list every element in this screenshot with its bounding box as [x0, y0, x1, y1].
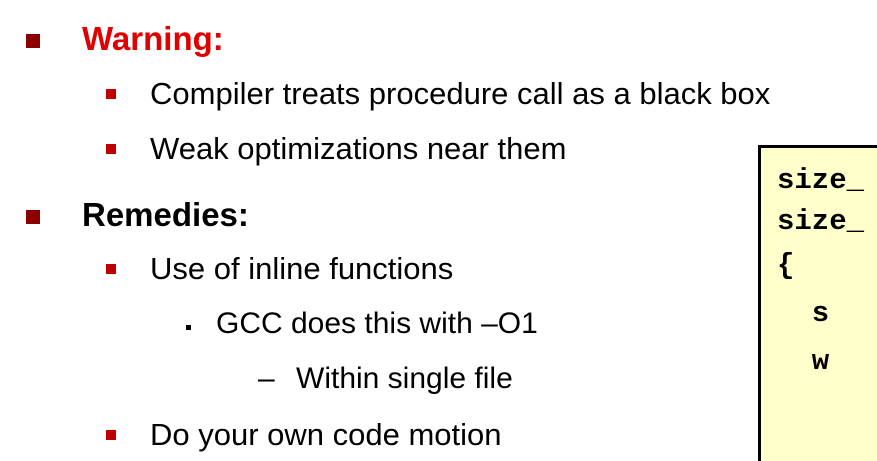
code-line-2: size_ — [777, 205, 865, 238]
warning-item-2: Weak optimizations near them — [150, 131, 567, 166]
level4-dash-icon: – — [258, 362, 275, 395]
level2-bullet-icon — [106, 144, 116, 154]
remedies-item-1: Use of inline functions — [150, 251, 454, 286]
level2-bullet-icon — [106, 430, 116, 440]
code-line-5: w — [777, 345, 830, 378]
remedies-bullet-icon — [26, 210, 40, 224]
warning-heading: Warning: — [82, 20, 224, 57]
code-snippet-box — [758, 145, 877, 461]
warning-bullet-icon — [26, 34, 40, 48]
code-line-6 — [777, 393, 812, 426]
remedies-item-2: Do your own code motion — [150, 417, 502, 452]
code-line-1: size_ — [777, 164, 865, 197]
code-line-4: s — [777, 297, 830, 330]
level2-bullet-icon — [106, 89, 116, 99]
remedies-item-1-sub: GCC does this with –O1 — [216, 307, 538, 340]
remedies-heading: Remedies: — [82, 196, 249, 233]
level3-bullet-icon — [186, 325, 191, 330]
warning-item-1: Compiler treats procedure call as a black box — [150, 76, 771, 111]
level2-bullet-icon — [106, 264, 116, 274]
code-line-3: { — [777, 249, 795, 282]
remedies-item-1-subsub: Within single file — [296, 362, 513, 395]
